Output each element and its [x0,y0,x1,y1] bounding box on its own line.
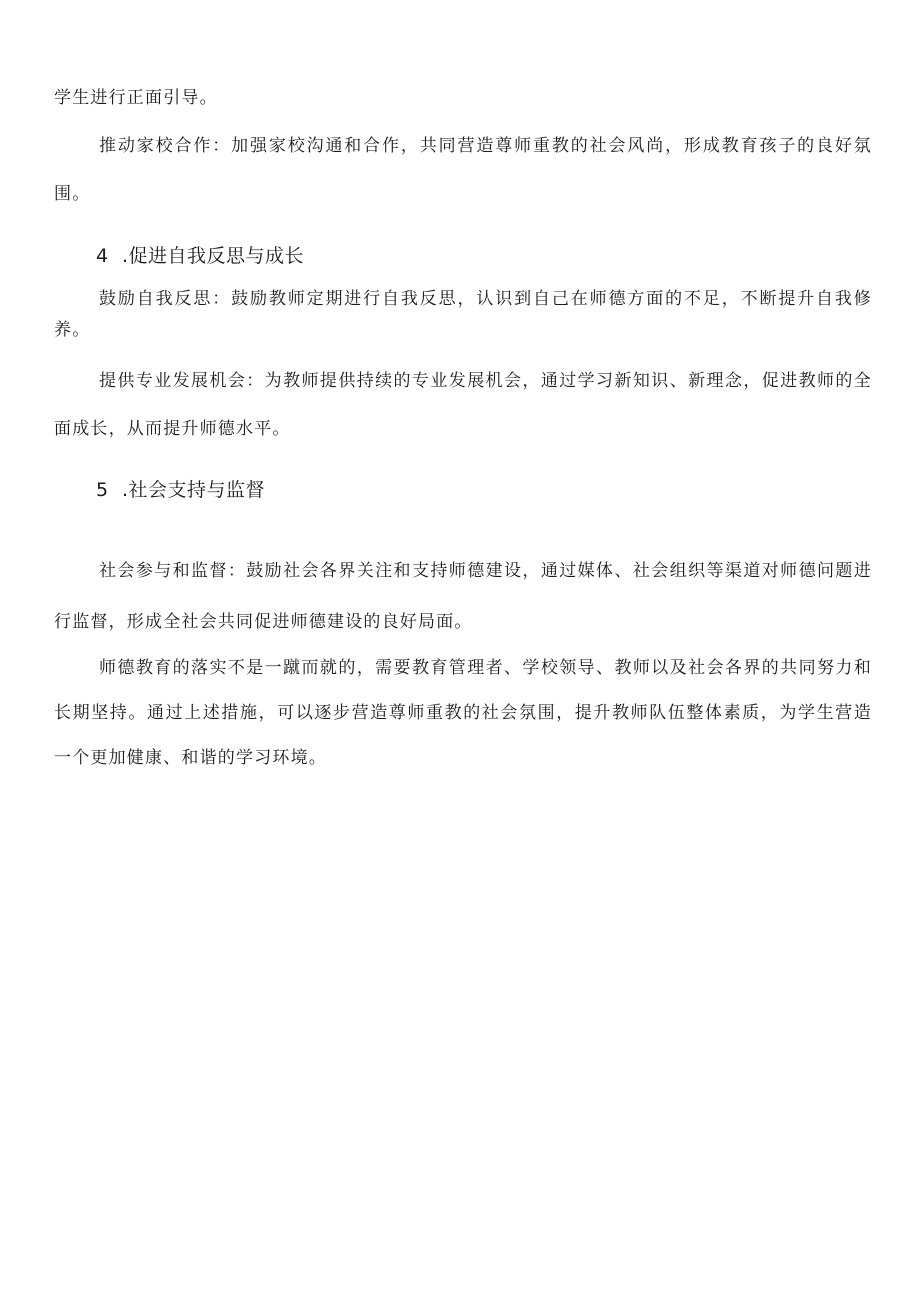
paragraph-conclusion: 师德教育的落实不是一蹴而就的，需要教育管理者、学校领导、教师以及社会各界的共同努力和长期坚持。通过上述措施，可以逐步营造尊师重教的社会氛围，提升教师队伍整体素质，为学生营造一个更加健康、和谐的学习环境。 [54,658,872,768]
section-title: .促进自我反思与成长 [122,245,305,267]
section-number: 5 [96,479,109,501]
paragraph-professional-development: 提供专业发展机会：为教师提供持续的专业发展机会，通过学习新知识、新理念，促进教师的全面成长，从而提升师德水平。 [54,371,872,439]
section-title: .社会支持与监督 [122,479,266,501]
paragraph-home-school: 推动家校合作：加强家校沟通和合作，共同营造尊师重教的社会风尚，形成教育孩子的良好氛围。 [54,136,872,204]
paragraph-intro-end: 学生进行正面引导。 [54,88,218,108]
section-number: 4 [96,245,109,267]
section-heading-4 [96,243,304,269]
paragraph-self-reflection: 鼓励自我反思：鼓励教师定期进行自我反思，认识到自己在师德方面的不足，不断提升自我修养。 [54,289,872,340]
section-heading-5 [96,477,265,503]
paragraph-social-participation: 社会参与和监督：鼓励社会各界关注和支持师德建设，通过媒体、社会组织等渠道对师德问题进行监督，形成全社会共同促进师德建设的良好局面。 [54,561,872,632]
